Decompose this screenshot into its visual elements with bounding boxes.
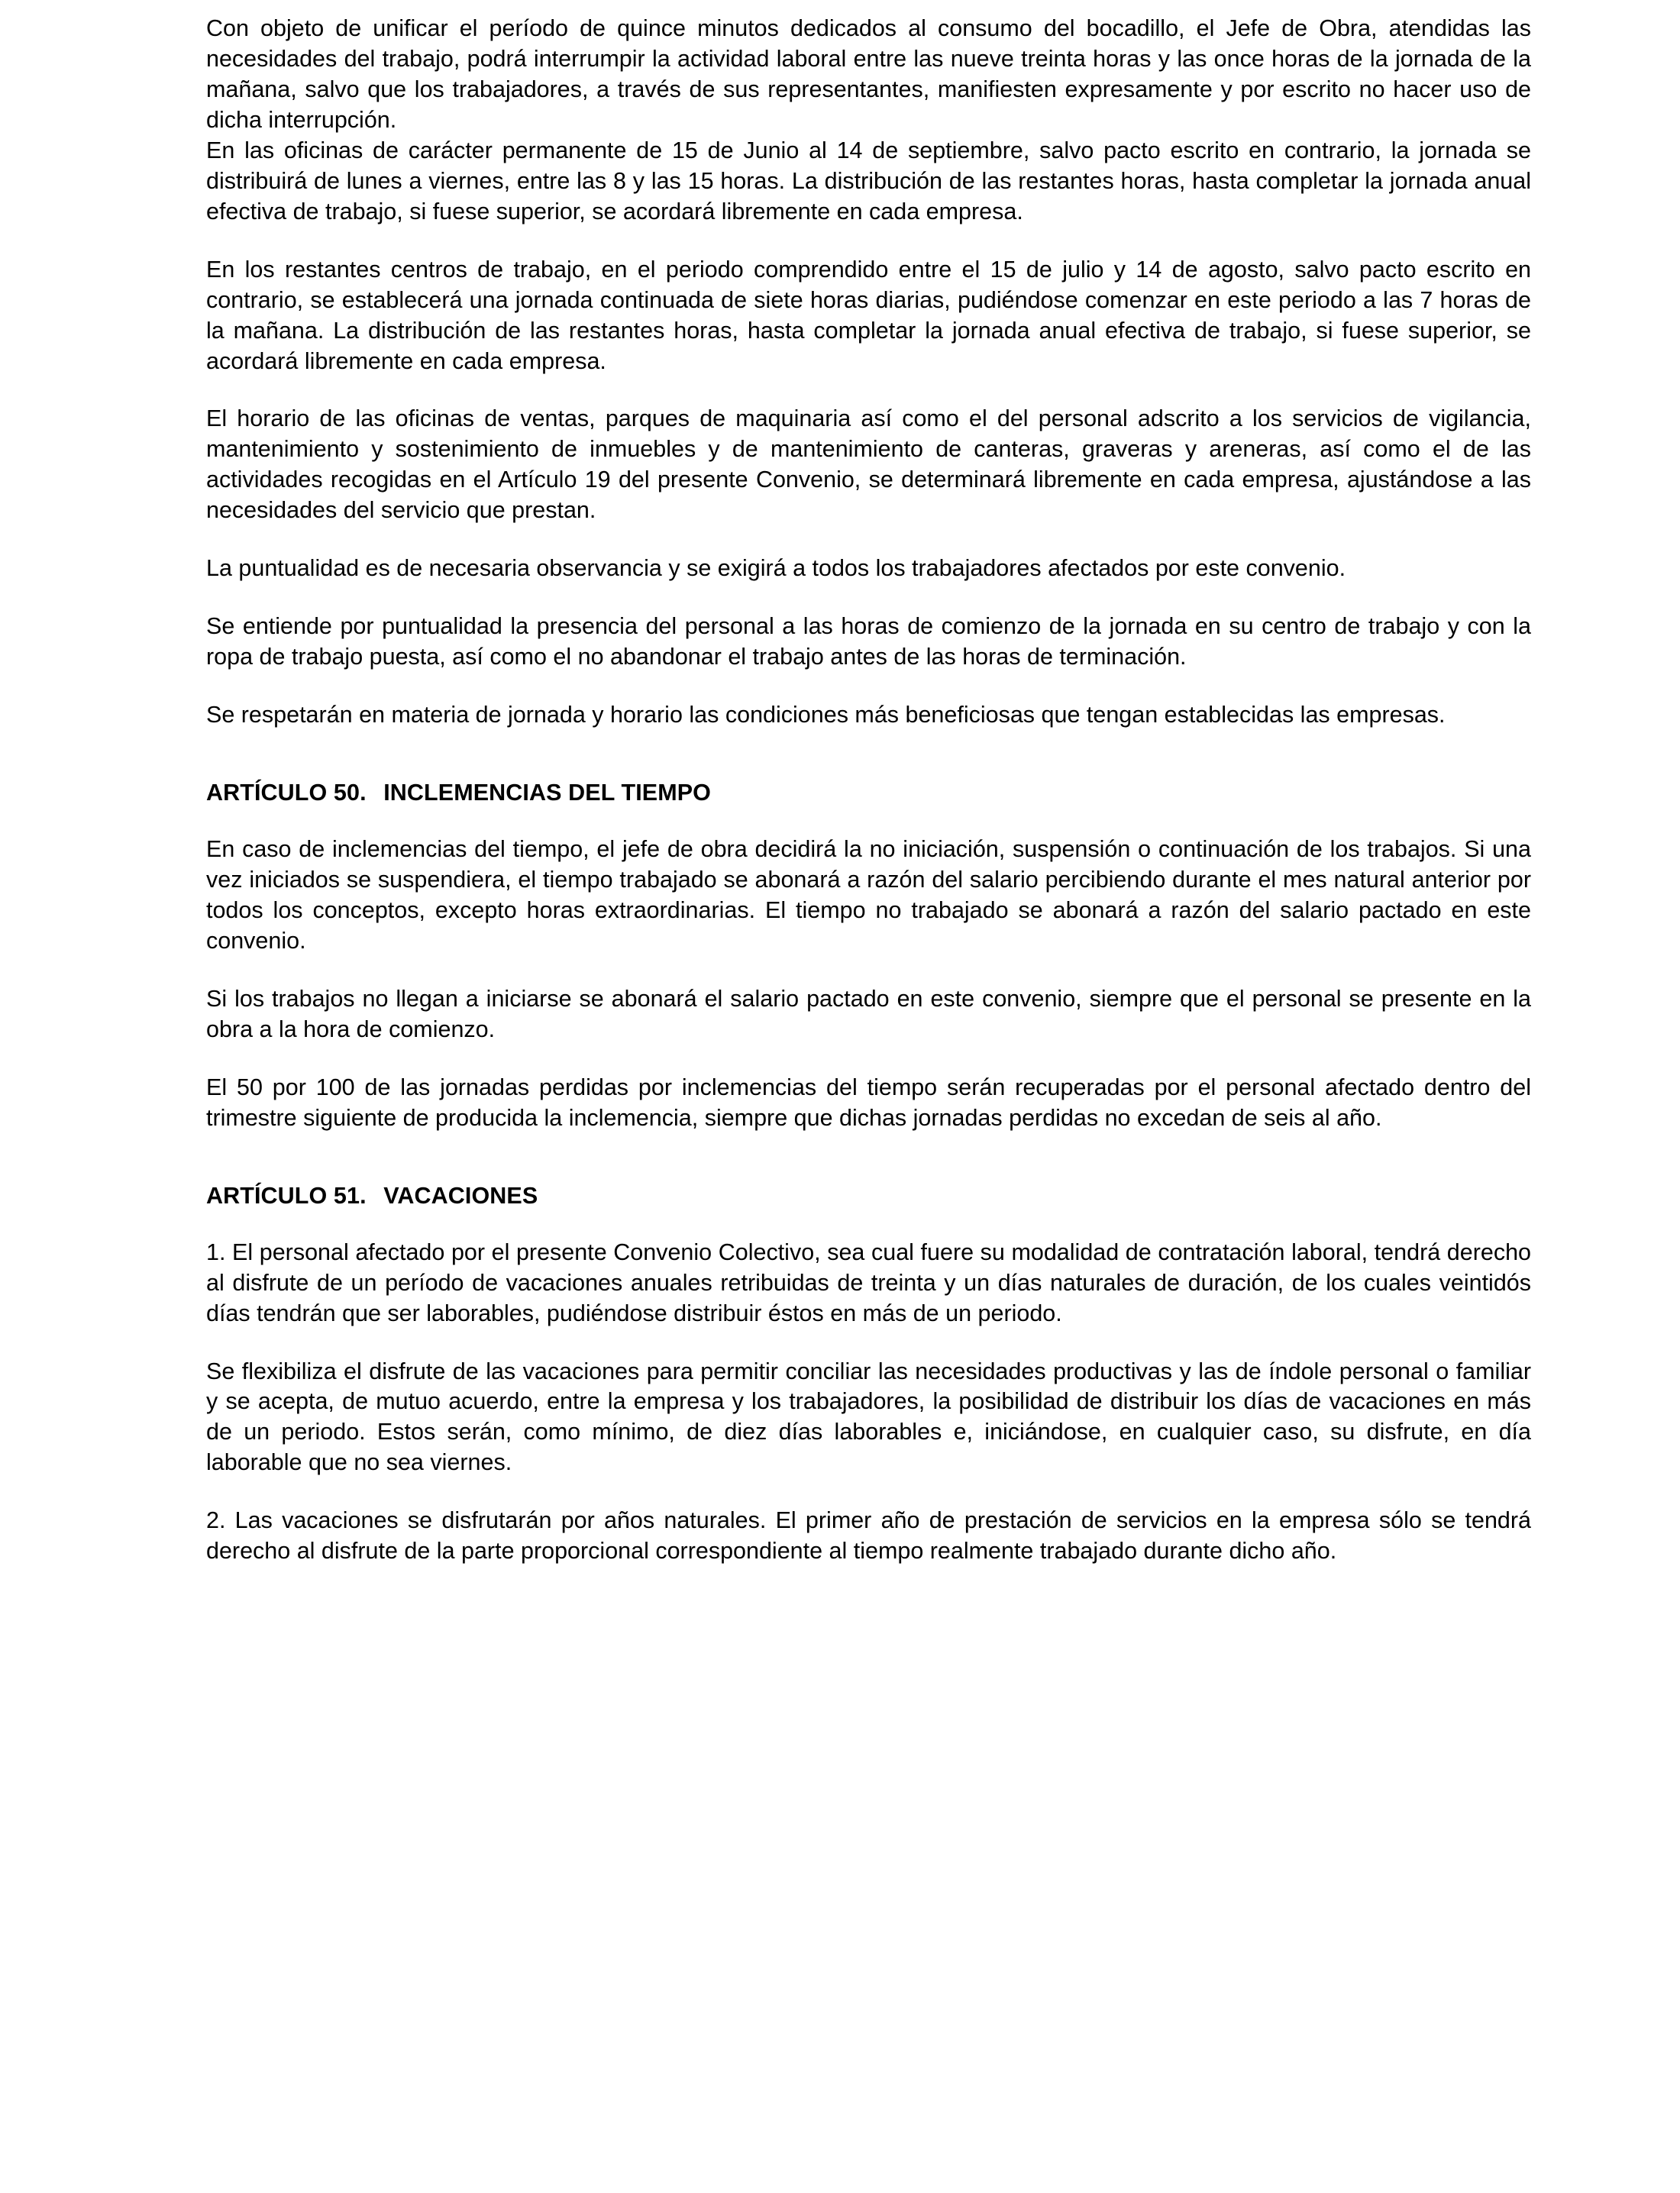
paragraph-horario-oficinas-ventas: El horario de las oficinas de ventas, parques de maquinaria así como el del personal adscrito a los servicios de vigilancia, mantenimiento y sostenimiento de inmuebles y de mantenimiento de canteras, graveras y areneras, así como el de las actividades recogidas en el Artículo 19 del presente Convenio, se determinará libremente en cada empresa, ajustándose a las necesidades del servicio que prestan.	[206, 405, 1531, 524]
paragraph-inclemencias-decision: En caso de inclemencias del tiempo, el jefe de obra decidirá la no iniciación, suspensión o continuación de los trabajos. Si una vez iniciados se suspendiera, el tiempo trabajado se abonará a razón del salario percibiendo durante el mes natural anterior por todos los conceptos, excepto horas extraordinarias. El tiempo no trabajado se abonará a razón del salario pactado en este convenio.	[206, 836, 1531, 954]
paragraph-condiciones-beneficiosas: Se respetarán en materia de jornada y horario las condiciones más beneficiosas que tengan establecidas las empresas.	[206, 702, 1446, 728]
paragraph-restantes-centros: En los restantes centros de trabajo, en el periodo comprendido entre el 15 de julio y 14 de agosto, salvo pacto escrito en contrario, se establecerá una jornada continuada de siete horas diarias, pudiéndose comenzar en este periodo a las 7 horas de la mañana. La distribución de las restantes horas, hasta completar la jornada anual efectiva de trabajo, si fuese superior, se acordará libremente en cada empresa.	[206, 256, 1531, 374]
heading-articulo-50-title: INCLEMENCIAS DEL TIEMPO	[383, 780, 711, 806]
paragraph-inclemencias-recuperacion: El 50 por 100 de las jornadas perdidas por inclemencias del tiempo serán recuperadas por el personal afectado dentro del trimestre siguiente de producida la inclemencia, siempre que dichas jornadas perdidas no excedan de seis al año.	[206, 1074, 1531, 1131]
heading-articulo-50-number: ARTÍCULO 50.	[206, 780, 367, 806]
paragraph-vacaciones-2: 2. Las vacaciones se disfrutarán por años naturales. El primer año de prestación de servicios en la empresa sólo se tendrá derecho al disfrute de la parte proporcional correspondiente al tiempo realmente trabajado durante dicho año.	[206, 1507, 1531, 1565]
paragraph-inclemencias-no-iniciados: Si los trabajos no llegan a iniciarse se abonará el salario pactado en este convenio, siempre que el personal se presente en la obra a la hora de comienzo.	[206, 985, 1531, 1042]
paragraph-vacaciones-flexibilidad: Se flexibiliza el disfrute de las vacaciones para permitir conciliar las necesidades productivas y las de índole personal o familiar y se acepta, de mutuo acuerdo, entre la empresa y los trabajadores, la posibilidad de distribuir los días de vacaciones en más de un periodo. Estos serán, como mínimo, de diez días laborables e, iniciándose, en cualquier caso, su disfrute, en día laborable que no sea viernes.	[206, 1358, 1531, 1476]
heading-articulo-51	[206, 1181, 1531, 1212]
paragraph-oficinas-permanentes: En las oficinas de carácter permanente de 15 de Junio al 14 de septiembre, salvo pacto escrito en contrario, la jornada se distribuirá de lunes a viernes, entre las 8 y las 15 horas. La distribución de las restantes horas, hasta completar la jornada anual efectiva de trabajo, si fuese superior, se acordará libremente en cada empresa.	[206, 137, 1531, 224]
paragraph-vacaciones-1: 1. El personal afectado por el presente Convenio Colectivo, sea cual fuere su modalidad de contratación laboral, tendrá derecho al disfrute de un período de vacaciones anuales retribuidas de treinta y un días naturales de duración, de los cuales veintidós días tendrán que ser laborables, pudiéndose distribuir éstos en más de un periodo.	[206, 1239, 1531, 1326]
paragraph-puntualidad-observancia: La puntualidad es de necesaria observancia y se exigirá a todos los trabajadores afectados por este convenio.	[206, 555, 1346, 582]
heading-articulo-51-title: VACACIONES	[383, 1182, 538, 1209]
heading-articulo-50	[206, 778, 1531, 809]
heading-articulo-51-number: ARTÍCULO 51.	[206, 1182, 367, 1209]
paragraph-bocadillo: Con objeto de unificar el período de quince minutos dedicados al consumo del bocadillo, el Jefe de Obra, atendidas las necesidades del trabajo, podrá interrumpir la actividad laboral entre las nueve treinta horas y las once horas de la jornada de la mañana, salvo que los trabajadores, a través de sus representantes, manifiesten expresamente y por escrito no hacer uso de dicha interrupción.	[206, 15, 1531, 133]
paragraph-puntualidad-definicion: Se entiende por puntualidad la presencia del personal a las horas de comienzo de la jornada en su centro de trabajo y con la ropa de trabajo puesta, así como el no abandonar el trabajo antes de las horas de terminación.	[206, 613, 1531, 670]
